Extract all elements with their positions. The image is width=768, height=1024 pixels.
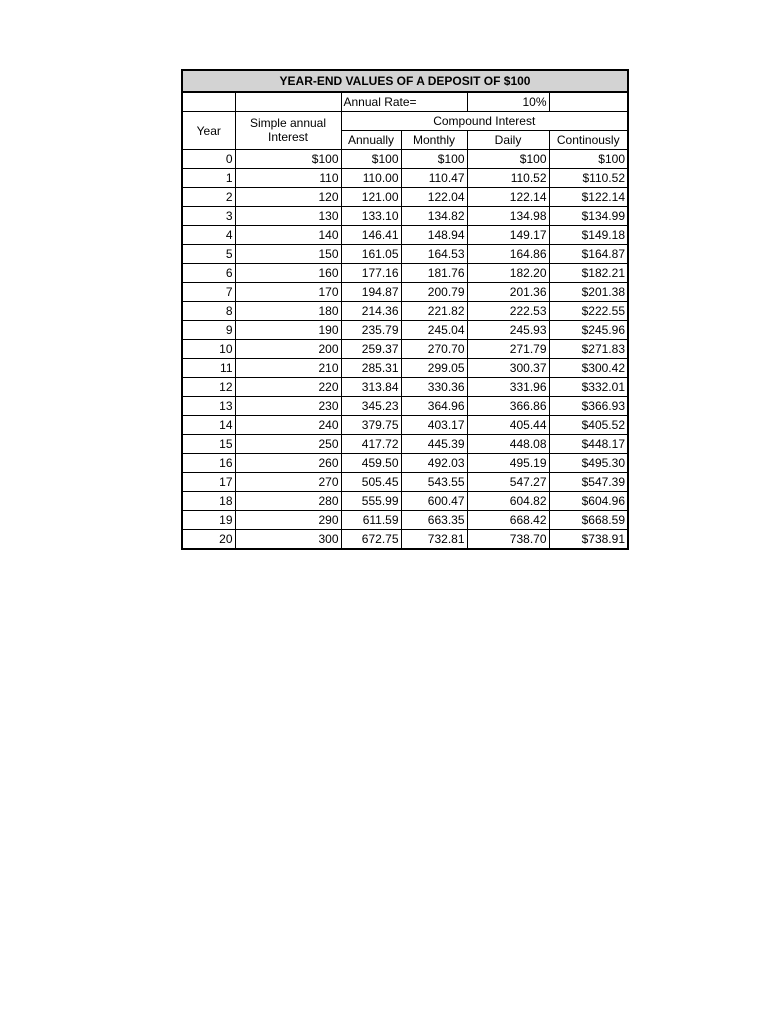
continuously-header: Continously [549, 131, 628, 150]
daily-cell: 604.82 [467, 492, 549, 511]
table-row [182, 378, 628, 397]
annually-cell: 146.41 [341, 226, 401, 245]
daily-cell: 245.93 [467, 321, 549, 340]
monthly-cell: 364.96 [401, 397, 467, 416]
continuously-cell: $245.96 [549, 321, 628, 340]
daily-cell: 164.86 [467, 245, 549, 264]
simple-interest-cell: 120 [235, 188, 341, 207]
monthly-cell: 663.35 [401, 511, 467, 530]
annually-cell: 235.79 [341, 321, 401, 340]
monthly-cell: 122.04 [401, 188, 467, 207]
simple-interest-cell: 130 [235, 207, 341, 226]
daily-cell: 738.70 [467, 530, 549, 550]
annually-cell: 555.99 [341, 492, 401, 511]
simple-interest-header: Simple annual Interest [235, 112, 341, 150]
simple-interest-cell: $100 [235, 150, 341, 169]
annually-header: Annually [341, 131, 401, 150]
monthly-cell: 164.53 [401, 245, 467, 264]
annually-cell: 672.75 [341, 530, 401, 550]
table-row [182, 359, 628, 378]
simple-interest-cell: 160 [235, 264, 341, 283]
daily-header: Daily [467, 131, 549, 150]
table-row [182, 454, 628, 473]
year-cell: 10 [182, 340, 235, 359]
monthly-cell: 299.05 [401, 359, 467, 378]
table-row [182, 207, 628, 226]
monthly-cell: 600.47 [401, 492, 467, 511]
monthly-cell: 134.82 [401, 207, 467, 226]
daily-cell: $100 [467, 150, 549, 169]
year-cell: 6 [182, 264, 235, 283]
continuously-cell: $300.42 [549, 359, 628, 378]
annually-cell: 505.45 [341, 473, 401, 492]
continuously-cell: $738.91 [549, 530, 628, 550]
table-row [182, 397, 628, 416]
year-header: Year [182, 112, 235, 150]
continuously-cell: $448.17 [549, 435, 628, 454]
daily-cell: 222.53 [467, 302, 549, 321]
year-cell: 20 [182, 530, 235, 550]
annually-cell: 133.10 [341, 207, 401, 226]
year-cell: 2 [182, 188, 235, 207]
annually-cell: 611.59 [341, 511, 401, 530]
table-row [182, 188, 628, 207]
table-title: YEAR-END VALUES OF A DEPOSIT OF $100 [182, 70, 628, 92]
continuously-cell: $366.93 [549, 397, 628, 416]
daily-cell: 331.96 [467, 378, 549, 397]
monthly-cell: 200.79 [401, 283, 467, 302]
table-row [182, 283, 628, 302]
monthly-header: Monthly [401, 131, 467, 150]
monthly-cell: $100 [401, 150, 467, 169]
daily-cell: 668.42 [467, 511, 549, 530]
table-row [182, 150, 628, 169]
table-row [182, 492, 628, 511]
monthly-cell: 181.76 [401, 264, 467, 283]
continuously-cell: $547.39 [549, 473, 628, 492]
year-cell: 16 [182, 454, 235, 473]
year-cell: 9 [182, 321, 235, 340]
continuously-cell: $222.55 [549, 302, 628, 321]
daily-cell: 448.08 [467, 435, 549, 454]
table-row [182, 264, 628, 283]
table-row [182, 169, 628, 188]
simple-interest-cell: 210 [235, 359, 341, 378]
daily-cell: 547.27 [467, 473, 549, 492]
daily-cell: 110.52 [467, 169, 549, 188]
simple-interest-cell: 140 [235, 226, 341, 245]
monthly-cell: 221.82 [401, 302, 467, 321]
continuously-cell: $604.96 [549, 492, 628, 511]
annually-cell: 459.50 [341, 454, 401, 473]
annually-cell: 379.75 [341, 416, 401, 435]
year-cell: 11 [182, 359, 235, 378]
simple-interest-cell: 180 [235, 302, 341, 321]
continuously-cell: $182.21 [549, 264, 628, 283]
daily-cell: 134.98 [467, 207, 549, 226]
compound-interest-header: Compound Interest [341, 112, 628, 131]
year-cell: 5 [182, 245, 235, 264]
simple-interest-cell: 190 [235, 321, 341, 340]
continuously-cell: $149.18 [549, 226, 628, 245]
annually-cell: 194.87 [341, 283, 401, 302]
daily-cell: 149.17 [467, 226, 549, 245]
annually-cell: 177.16 [341, 264, 401, 283]
year-cell: 17 [182, 473, 235, 492]
year-cell: 8 [182, 302, 235, 321]
simple-interest-cell: 270 [235, 473, 341, 492]
monthly-cell: 732.81 [401, 530, 467, 550]
daily-cell: 201.36 [467, 283, 549, 302]
simple-interest-cell: 150 [235, 245, 341, 264]
blank-cell [235, 92, 341, 112]
continuously-cell: $122.14 [549, 188, 628, 207]
table-row [182, 473, 628, 492]
table-row [182, 245, 628, 264]
table-row [182, 340, 628, 359]
simple-interest-cell: 200 [235, 340, 341, 359]
annually-cell: 285.31 [341, 359, 401, 378]
daily-cell: 271.79 [467, 340, 549, 359]
year-cell: 0 [182, 150, 235, 169]
continuously-cell: $495.30 [549, 454, 628, 473]
annually-cell: 161.05 [341, 245, 401, 264]
simple-interest-cell: 110 [235, 169, 341, 188]
monthly-cell: 445.39 [401, 435, 467, 454]
daily-cell: 122.14 [467, 188, 549, 207]
simple-interest-cell: 260 [235, 454, 341, 473]
year-cell: 15 [182, 435, 235, 454]
simple-interest-cell: 220 [235, 378, 341, 397]
simple-interest-cell: 300 [235, 530, 341, 550]
simple-interest-cell: 240 [235, 416, 341, 435]
daily-cell: 300.37 [467, 359, 549, 378]
daily-cell: 405.44 [467, 416, 549, 435]
annually-cell: 110.00 [341, 169, 401, 188]
year-cell: 13 [182, 397, 235, 416]
year-cell: 7 [182, 283, 235, 302]
annually-cell: 214.36 [341, 302, 401, 321]
year-cell: 1 [182, 169, 235, 188]
blank-cell [549, 92, 628, 112]
monthly-cell: 330.36 [401, 378, 467, 397]
annually-cell: 259.37 [341, 340, 401, 359]
continuously-cell: $164.87 [549, 245, 628, 264]
simple-interest-cell: 230 [235, 397, 341, 416]
simple-interest-cell: 250 [235, 435, 341, 454]
monthly-cell: 270.70 [401, 340, 467, 359]
monthly-cell: 543.55 [401, 473, 467, 492]
monthly-cell: 110.47 [401, 169, 467, 188]
continuously-cell: $134.99 [549, 207, 628, 226]
year-cell: 19 [182, 511, 235, 530]
monthly-cell: 245.04 [401, 321, 467, 340]
year-cell: 14 [182, 416, 235, 435]
annually-cell: 417.72 [341, 435, 401, 454]
table-row [182, 226, 628, 245]
annually-cell: 121.00 [341, 188, 401, 207]
continuously-cell: $668.59 [549, 511, 628, 530]
annual-rate-label: Annual Rate= [341, 92, 467, 112]
table-row [182, 530, 628, 550]
continuously-cell: $100 [549, 150, 628, 169]
daily-cell: 495.19 [467, 454, 549, 473]
continuously-cell: $332.01 [549, 378, 628, 397]
continuously-cell: $271.83 [549, 340, 628, 359]
annually-cell: $100 [341, 150, 401, 169]
monthly-cell: 403.17 [401, 416, 467, 435]
simple-interest-cell: 170 [235, 283, 341, 302]
continuously-cell: $405.52 [549, 416, 628, 435]
year-cell: 4 [182, 226, 235, 245]
monthly-cell: 492.03 [401, 454, 467, 473]
simple-interest-cell: 290 [235, 511, 341, 530]
blank-cell [182, 92, 235, 112]
annually-cell: 313.84 [341, 378, 401, 397]
simple-interest-cell: 280 [235, 492, 341, 511]
year-cell: 12 [182, 378, 235, 397]
year-cell: 18 [182, 492, 235, 511]
table-row [182, 321, 628, 340]
annually-cell: 345.23 [341, 397, 401, 416]
daily-cell: 182.20 [467, 264, 549, 283]
continuously-cell: $201.38 [549, 283, 628, 302]
deposit-value-table [181, 69, 629, 550]
table-row [182, 511, 628, 530]
annual-rate-value: 10% [467, 92, 549, 112]
continuously-cell: $110.52 [549, 169, 628, 188]
year-cell: 3 [182, 207, 235, 226]
table-row [182, 302, 628, 321]
monthly-cell: 148.94 [401, 226, 467, 245]
table-row [182, 435, 628, 454]
daily-cell: 366.86 [467, 397, 549, 416]
table-row [182, 416, 628, 435]
